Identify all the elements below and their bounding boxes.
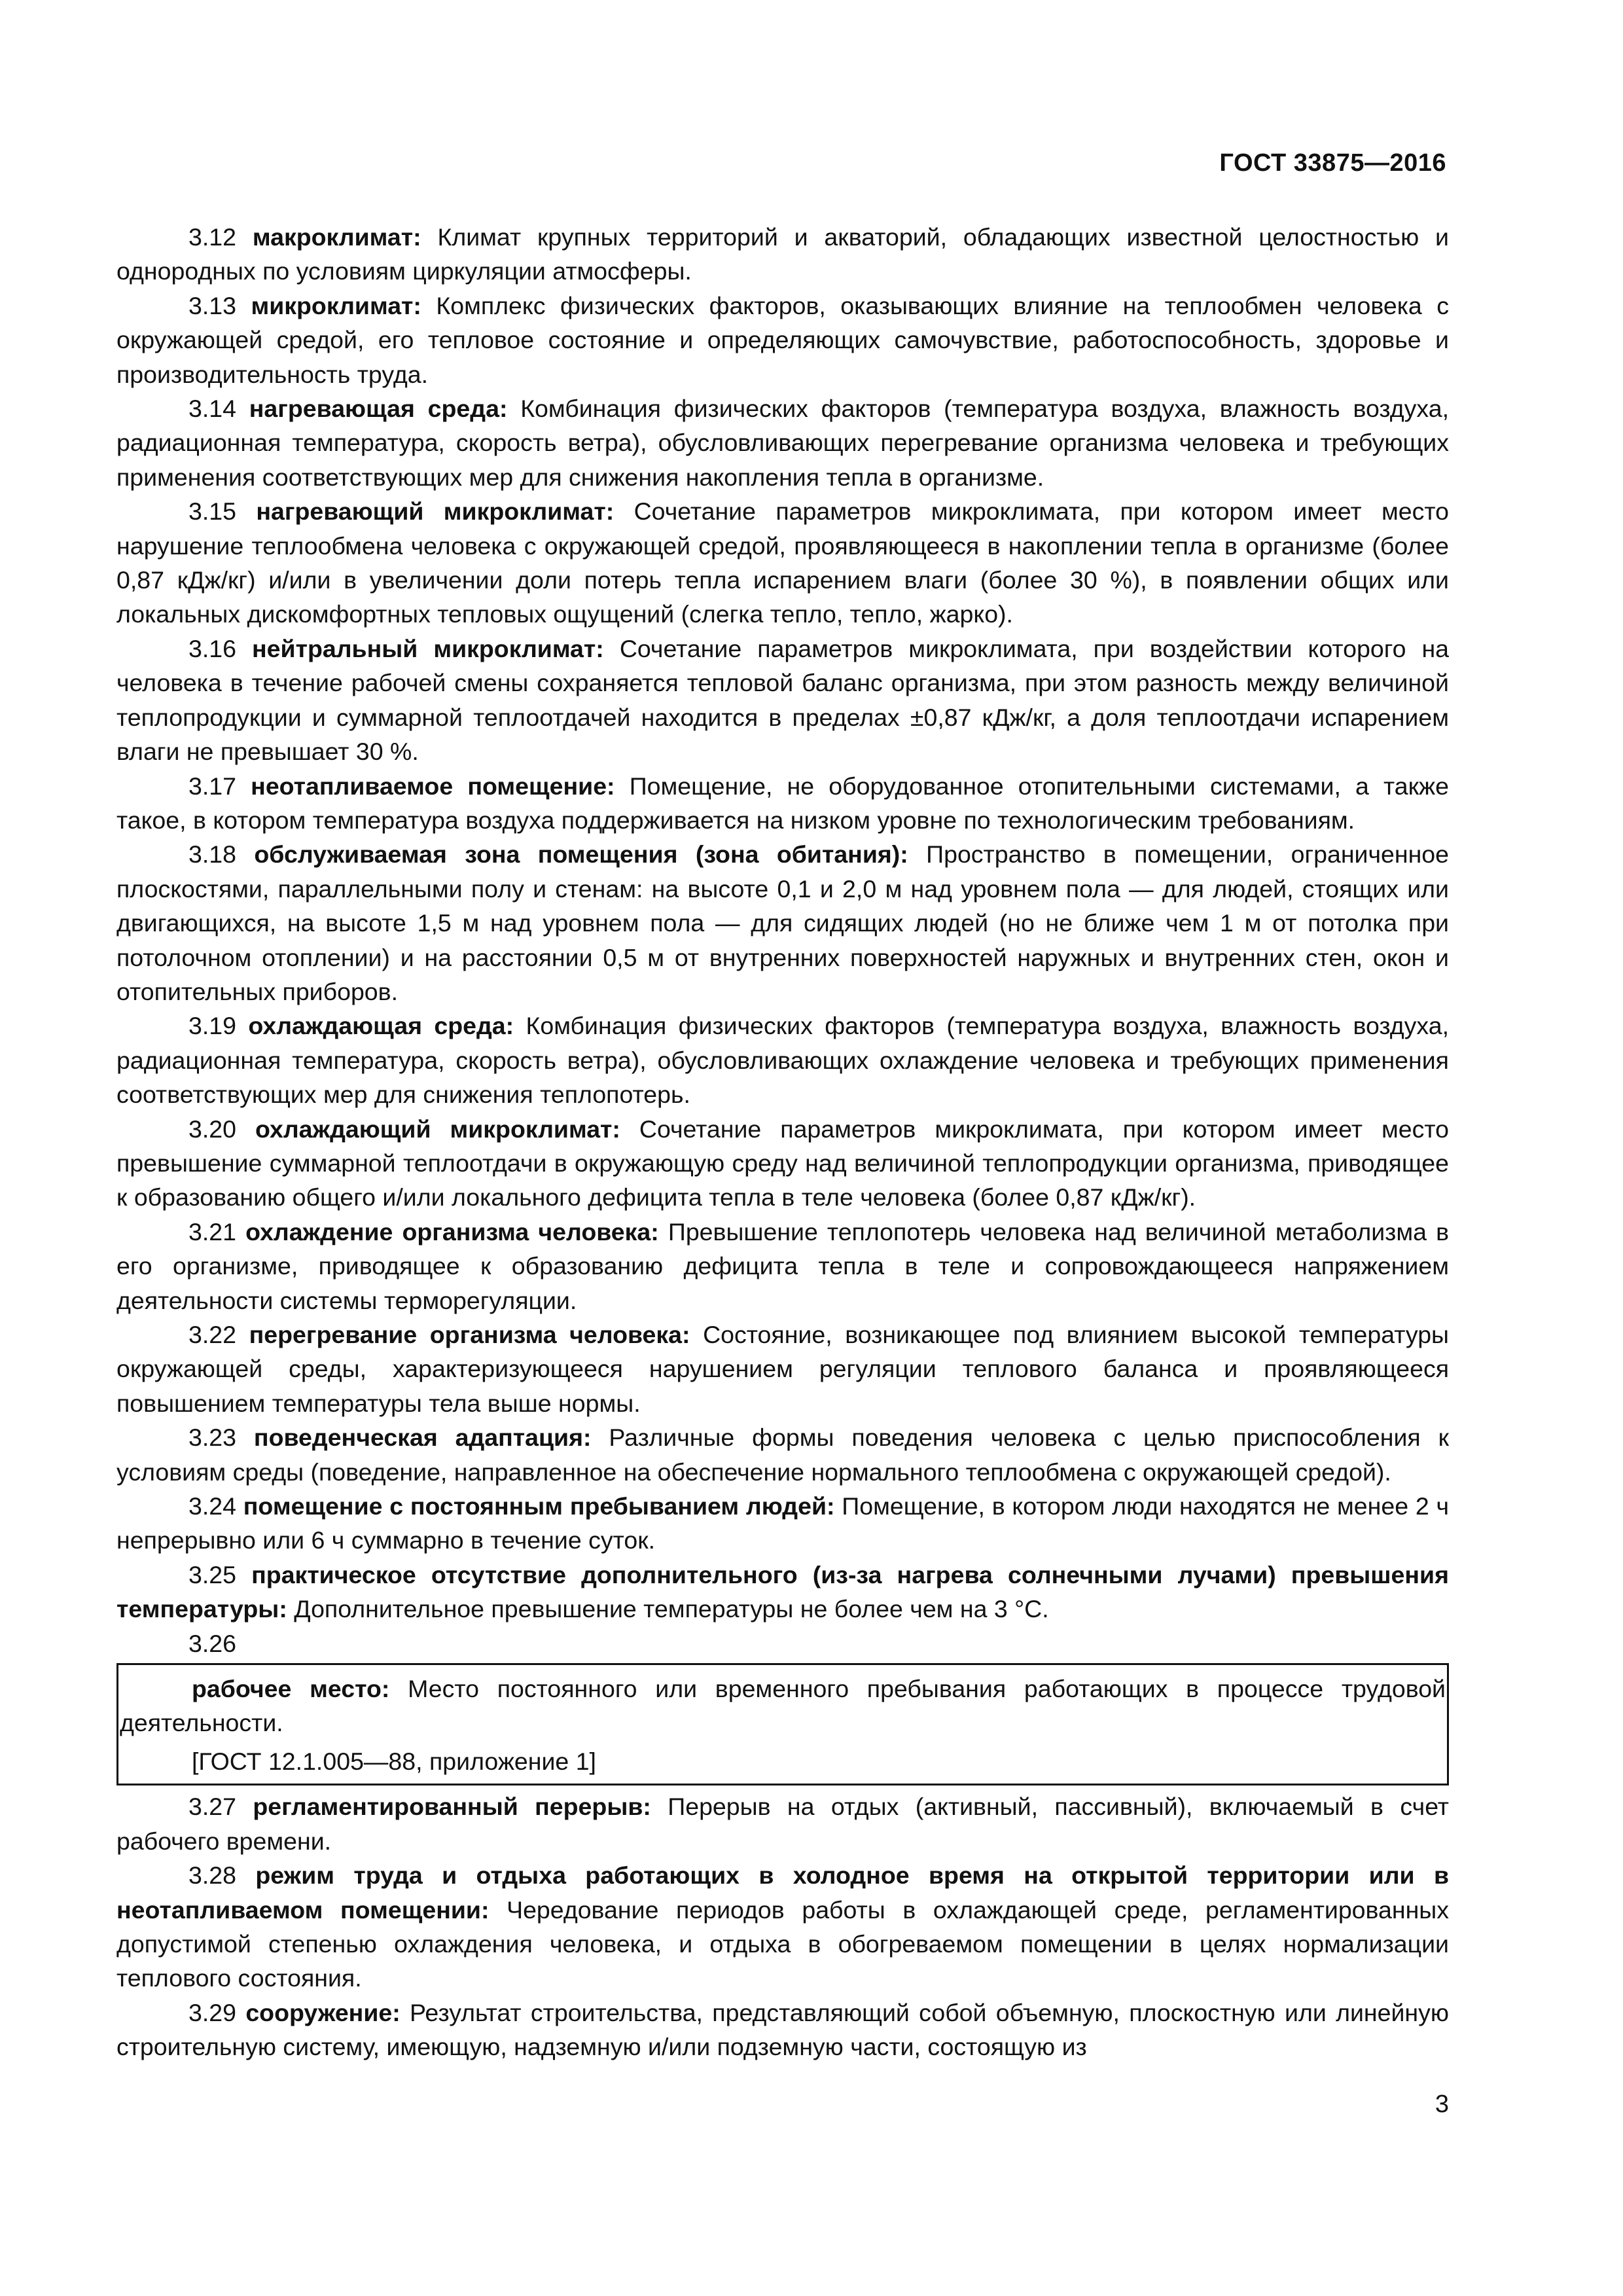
term-name: микроклимат: <box>251 291 421 319</box>
term-entry <box>116 1009 1449 1111</box>
entry-number: 3.19 <box>188 1012 236 1040</box>
term-entry <box>116 1215 1449 1318</box>
term-entry <box>116 1789 1449 1858</box>
term-definition: Комбинация физических факторов (температура воздуха, влажность воздуха, радиационная температура, скорость ветра), обусловливающих охлаждение человека и требующих применения соответствующих мер для снижения теплопотерь. <box>116 1012 1450 1109</box>
term-definition: Перерыв на отдых (активный, пассивный), включаемый в счет рабочего времени. <box>116 1793 1449 1855</box>
term-name: практическое отсутствие дополнительного (из-за нагрева солнечными лучами) превышения температуры: <box>116 1560 1449 1623</box>
term-entry <box>116 220 1449 289</box>
term-definition: Комбинация физических факторов (температура воздуха, влажность воздуха, радиационная температура, скорость ветра), обусловливающих перегревание организма человека и требующих применения соответствующих мер для снижения накопления тепла в организме. <box>116 395 1449 491</box>
term-entry <box>116 1489 1449 1558</box>
term-definition: Дополнительное превышение температуры не более чем на 3 °C. <box>294 1595 1049 1623</box>
entry-number: 3.25 <box>188 1560 236 1588</box>
entry-number: 3.16 <box>188 634 236 662</box>
term-name: охлаждающая среда: <box>248 1012 514 1040</box>
term-entry <box>116 1318 1449 1420</box>
term-entry <box>116 769 1449 838</box>
page-number: 3 <box>1435 2090 1449 2118</box>
term-name: неотапливаемое помещение: <box>251 772 615 800</box>
term-definition: Состояние, возникающее под влиянием высокой температуры окружающей среды, характеризующееся нарушением регуляции теплового баланса и проявляющееся повышением температуры тела выше нормы. <box>116 1321 1450 1417</box>
term-entry <box>116 1996 1449 2064</box>
term-name: нагревающая среда: <box>249 395 508 423</box>
term-entry <box>116 289 1449 391</box>
boxed-entry-number: 3.26 <box>188 1629 236 1657</box>
term-definition: Сочетание параметров микроклимата, при котором имеет место нарушение теплообмена человека с окружающей средой, проявляющееся в накоплении тепла в организме (более 0,87 кДж/кг) и/или в увеличении доли потерь тепла испарением влаги (более 30 %), в появлении общих или локальных дискомфортных тепловых ощущений (слегка тепло, тепло, жарко). <box>116 497 1449 628</box>
boxed-term-entry <box>118 1672 1447 1740</box>
term-entry <box>116 1420 1449 1489</box>
entry-number: 3.13 <box>188 291 236 319</box>
term-name: обслуживаемая зона помещения (зона обитания): <box>254 840 908 869</box>
entry-number: 3.22 <box>188 1321 236 1348</box>
term-name: нагревающий микроклимат: <box>256 497 615 526</box>
entry-number: 3.21 <box>188 1217 236 1246</box>
entry-number: 3.29 <box>188 1998 236 2026</box>
term-entry <box>116 494 1449 632</box>
terms-body <box>116 220 1449 2064</box>
term-definition: Результат строительства, представляющий собой объемную, плоскостную или линейную строительную систему, имеющую, надземную и/или подземную части, состоящую из <box>116 1998 1450 2061</box>
term-name: сооружение: <box>245 1998 401 2026</box>
term-definition: Различные формы поведения человека с целью приспособления к условиям среды (поведение, направленное на обеспечение нормального теплообмена с окружающей средой). <box>116 1424 1450 1486</box>
term-name: помещение с постоянным пребыванием людей: <box>243 1492 835 1520</box>
term-entry <box>116 1558 1449 1626</box>
definition-source: [ГОСТ 12.1.005—88, приложение 1] <box>192 1747 596 1775</box>
entry-number: 3.27 <box>188 1793 236 1821</box>
entry-number: 3.18 <box>188 840 236 869</box>
term-definition: Помещение, в котором люди находятся не менее 2 ч непрерывно или 6 ч суммарно в течение суток. <box>116 1492 1449 1554</box>
term-name: поведенческая адаптация: <box>253 1424 592 1452</box>
entry-number: 3.12 <box>188 223 236 251</box>
entry-number: 3.23 <box>188 1424 236 1452</box>
term-definition: Пространство в помещении, ограниченное плоскостями, параллельными полу и стенам: на высоте 0,1 и 2,0 м над уровнем пола — для людей, стоящих или двигающихся, на высоте 1,5 м над уровнем пола — для сидящих людей (но не ближе чем 1 м от потолка при потолочном отоплении) и на расстоянии 0,5 м от внутренних поверхностей наружных и внутренних стен, окон и отопительных приборов. <box>116 840 1450 1005</box>
term-entry <box>116 1858 1449 1996</box>
entry-number: 3.28 <box>188 1861 236 1890</box>
entry-number: 3.15 <box>188 497 236 526</box>
entry-number: 3.14 <box>188 395 236 423</box>
term-name: режим труда и отдыха работающих в холодное время на открытой территории или в неотапливаемом помещении: <box>116 1861 1449 1924</box>
term-definition: Превышение теплопотерь человека над величиной метаболизма в его организме, приводящее к образованию дефицита тепла в теле и сопровождающееся напряжением деятельности системы терморегуляции. <box>116 1217 1449 1314</box>
term-name: перегревание организма человека: <box>249 1321 690 1348</box>
standard-id-header: ГОСТ 33875—2016 <box>1219 149 1446 177</box>
term-entry <box>116 1112 1449 1215</box>
entry-number: 3.17 <box>188 772 236 800</box>
term-name: макроклимат: <box>252 223 421 251</box>
entry-number: 3.20 <box>188 1115 236 1143</box>
term-definition: Чередование периодов работы в охлаждающей среде, регламентированных допустимой степенью охлаждения человека, и отдыха в обогреваемом помещении в целях нормализации теплового состояния. <box>116 1895 1450 1992</box>
quoted-definition-box <box>116 1663 1449 1785</box>
term-entry <box>116 391 1449 494</box>
entry-number: 3.24 <box>188 1492 236 1520</box>
term-name: регламентированный перерыв: <box>253 1793 651 1821</box>
term-entry <box>116 632 1449 769</box>
term-definition: Место постоянного или временного пребывания работающих в процессе трудовой деятельности. <box>120 1675 1446 1737</box>
term-definition: Комплекс физических факторов, оказывающих влияние на теплообмен человека с окружающей средой, его тепловое состояние и определяющих самочувствие, работоспособность, здоровье и производительность труда. <box>116 291 1449 388</box>
term-name: охлаждение организма человека: <box>245 1217 659 1246</box>
term-definition: Сочетание параметров микроклимата, при котором имеет место превышение суммарной теплоотдачи в окружающую среду над величиной теплопродукции организма, приводящее к образованию общего и/или локального дефицита тепла в теле человека (более 0,87 кДж/кг). <box>116 1115 1450 1211</box>
term-definition: Сочетание параметров микроклимата, при воздействии которого на человека в течение рабочей смены сохраняется тепловой баланс организма, при этом разность между величиной теплопродукции и суммарной теплоотдачей находится в пределах ±0,87 кДж/кг, а доля теплоотдачи испарением влаги не превышает 30 %. <box>116 634 1450 766</box>
term-definition: Помещение, не оборудованное отопительными системами, а также такое, в котором температура воздуха поддерживается на низком уровне по технологическим требованиям. <box>116 772 1449 834</box>
term-name: охлаждающий микроклимат: <box>255 1115 620 1143</box>
term-definition: Климат крупных территорий и акваторий, обладающих известной целостностью и однородных по условиям циркуляции атмосферы. <box>116 223 1449 285</box>
term-entry <box>116 837 1449 1009</box>
term-name: нейтральный микроклимат: <box>252 634 604 662</box>
term-name: рабочее место: <box>192 1675 390 1703</box>
